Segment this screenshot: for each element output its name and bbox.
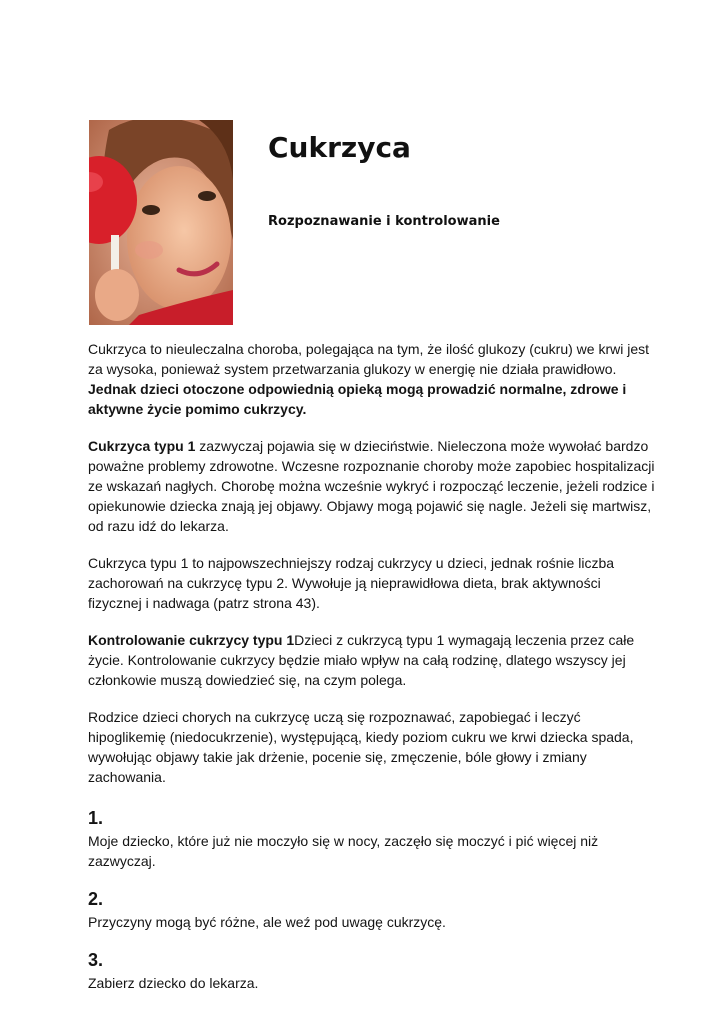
step-text: Zabierz dziecko do lekarza.	[88, 975, 259, 991]
step-number: 2.	[88, 889, 104, 909]
step-text: Moje dziecko, które już nie moczyło się w nocy, zaczęło się moczyć i pić więcej niż zazwyczaj.	[88, 833, 599, 869]
intro-paragraph	[88, 339, 658, 419]
step-text: Przyczyny mogą być różne, ale weź pod uwagę cukrzycę.	[88, 914, 446, 930]
step-number: 1.	[88, 808, 104, 828]
type1-text: zazwyczaj pojawia się w dzieciństwie. Nieleczona może wywołać bardzo poważne problemy zdrowotne. Wczesne rozpoznanie choroby może zapobiec hospitalizacji ze wskazań nagłych. Chorobę można wcześnie wykryć i rozpocząć leczenie, jeżeli rodzice i opiekunowie dziecka znają jej objawy. Objawy mogą pojawić się nagle. Jeżeli się martwisz, od razu idź do lekarza.	[88, 438, 655, 534]
child-with-red-lollipop-photo	[89, 120, 233, 325]
control-text: Dzieci z cukrzycą typu 1 wymagają leczenia przez całe życie. Kontrolowanie cukrzycy będzie miało wpływ na całą rodzinę, dlatego wszyscy jej członkowie muszą dowiedzieć się, na czym polega.	[88, 632, 635, 688]
page-title: Cukrzyca	[268, 131, 411, 164]
type1-heading: Cukrzyca typu 1	[88, 438, 196, 454]
control-heading: Kontrolowanie cukrzycy typu 1	[88, 632, 295, 648]
step-number: 3.	[88, 950, 104, 970]
page-subtitle: Rozpoznawanie i kontrolowanie	[268, 214, 500, 229]
intro-bold-text: Jednak dzieci otoczone odpowiednią opieką mogą prowadzić normalne, zdrowe i aktywne życie pomimo cukrzycy.	[88, 381, 627, 417]
control-paragraph	[88, 630, 658, 690]
type2-paragraph: Cukrzyca typu 1 to najpowszechniejszy rodzaj cukrzycy u dzieci, jednak rośnie liczba zachorowań na cukrzycę typu 2. Wywołuje ją nieprawidłowa dieta, brak aktywności fizycznej i nadwaga (patrz strona 43).	[88, 555, 615, 611]
intro-text: Cukrzyca to nieuleczalna choroba, polegająca na tym, że ilość glukozy (cukru) we krwi jest za wysoka, ponieważ system przetwarzania glukozy w energię nie działa prawidłowo.	[88, 341, 650, 377]
type1-paragraph	[88, 436, 658, 536]
child-photo	[89, 120, 233, 325]
article-body	[88, 339, 658, 1010]
hypoglycemia-paragraph: Rodzice dzieci chorych na cukrzycę uczą się rozpoznawać, zapobiegać i leczyć hipoglikemię (niedocukrzenie), występującą, kiedy poziom cukru we krwi dziecka spada, wywołując objawy takie jak drżenie, pocenie się, zmęczenie, bóle głowy i zmiany zachowania.	[88, 709, 634, 785]
